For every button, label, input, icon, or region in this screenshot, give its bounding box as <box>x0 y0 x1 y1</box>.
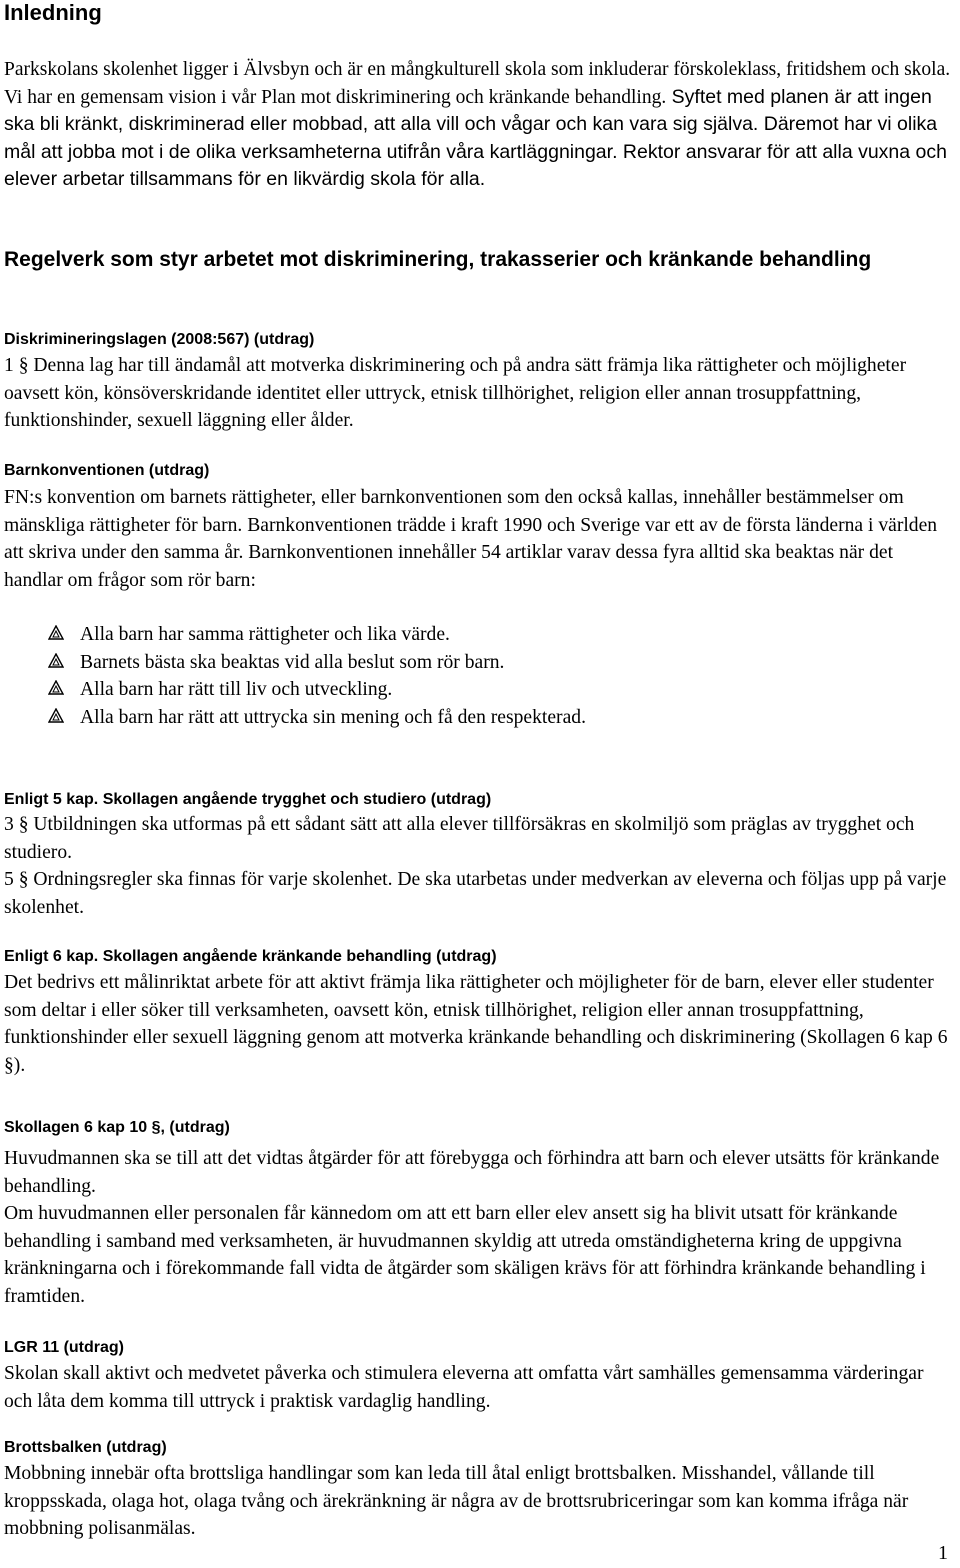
regelverk-heading: Regelverk som styr arbetet mot diskriminering, trakasserier och kränkande behandling <box>4 248 872 271</box>
kap6-heading: Enligt 6 kap. Skollagen angående kränkande behandling (utdrag) <box>4 948 497 965</box>
list-item-text: Alla barn har rätt till liv och utveckling. <box>80 679 393 701</box>
lgr11-text: Skolan skall aktivt och medvetet påverka och stimulera eleverna att omfatta vårt samhälles gemensamma värderingar och låta dem komma till uttryck i praktisk vardaglig handling. <box>4 1363 924 1412</box>
kap6-10-text-1: Huvudmannen ska se till att det vidtas åtgärder för att förebygga och förhindra att barn och elever utsätts för kränkande behandling. <box>4 1148 940 1197</box>
diskrimineringslagen-text: 1 § Denna lag har till ändamål att motverka diskriminering och på andra sätt främja lika rättigheter och möjligheter oavsett kön, könsöverskridande identitet eller uttryck, etnisk tillhörighet, religion eller annan trosuppfattning, funktionshinder, sexuell läggning eller ålder. <box>4 355 907 431</box>
kap6-10-text-2: Om huvudmannen eller personalen får kännedom om att ett barn eller elev ansett sig ha blivit utsatt för kränkande behandling i samband med verksamheten, är huvudmannen skyldig att utreda omständigheterna kring de uppgivna kränkningarna och i förekommande fall vidta de åtgärder som skäligen krävs för att förhindra kränkande behandling i framtiden. <box>4 1203 926 1307</box>
barnkonventionen-text: FN:s konvention om barnets rättigheter, eller barnkonventionen som den också kallas, innehåller bestämmelser om mänskliga rättigheter för barn. Barnkonventionen trädde i kraft 1990 och Sverige var ett av de första länderna i världen att skriva under den samma år. Barnkonventionen innehåller 54 artiklar varav dessa fyra alltid ska beaktas när det handlar om frågor som rör barn: <box>4 487 938 591</box>
intro-sans-text: Syftet med planen är att ingen ska bli kränkt, diskriminerad eller mobbad, att alla vill och vågar och kan vara sig själva. Däremot har vi olika mål att jobba mot i de olika verksamheterna utifrån våra kartläggningar. Rektor ansvarar för att alla vuxna och elever arbetar tillsammans för en likvärdig skola för alla. <box>4 85 947 190</box>
barnkonventionen-list <box>48 621 928 731</box>
brottsbalken-text: Mobbning innebär ofta brottsliga handlingar som kan leda till åtal enligt brottsbalken. Misshandel, vållande till kroppsskada, olaga hot, olaga tvång och ärekränkning är några av de brottsrubriceringar som kan komma ifråga när mobbning polisanmälas. <box>4 1463 909 1539</box>
page-title: Inledning <box>4 0 102 25</box>
kap6-text: Det bedrivs ett målinriktat arbete för att aktivt främja lika rättigheter och möjligheter för de barn, elever eller studenter som deltar i eller söker till verksamheten, oavsett kön, etnisk tillhörighet, religion eller annan trosuppfattning, funktionshinder eller sexuell läggning genom att motverka kränkande behandling och diskriminering (Skollagen 6 kap 6 §). <box>4 972 948 1076</box>
list-item <box>48 676 928 704</box>
intro-serif-text: Parkskolans skolenhet ligger i Älvsbyn och är en mångkulturell skola som inkluderar förskoleklass, fritidshem och skola. Vi har en gemensam vision i vår Plan mot diskriminering och kränkande behandling. <box>4 59 951 108</box>
list-item <box>48 704 928 732</box>
triangle-outline-icon <box>48 653 64 669</box>
triangle-outline-icon <box>48 680 64 696</box>
kap5-text-1: 3 § Utbildningen ska utformas på ett sådant sätt att alla elever tillförsäkras en skolmiljö som präglas av trygghet och studiero. <box>4 814 915 863</box>
lgr11-heading: LGR 11 (utdrag) <box>4 1339 125 1356</box>
triangle-outline-icon <box>48 708 64 724</box>
triangle-outline-icon <box>48 625 64 641</box>
list-item <box>48 621 928 649</box>
diskrimineringslagen-heading: Diskrimineringslagen (2008:567) (utdrag) <box>4 331 315 348</box>
brottsbalken-heading: Brottsbalken (utdrag) <box>4 1439 167 1456</box>
kap6-10-heading: Skollagen 6 kap 10 §, (utdrag) <box>4 1119 230 1136</box>
list-item-text: Barnets bästa ska beaktas vid alla beslut som rör barn. <box>80 651 505 673</box>
barnkonventionen-heading: Barnkonventionen (utdrag) <box>4 462 210 479</box>
list-item <box>48 649 928 677</box>
kap5-heading: Enligt 5 kap. Skollagen angående trygghet och studiero (utdrag) <box>4 791 492 808</box>
list-item-text: Alla barn har samma rättigheter och lika värde. <box>80 624 450 645</box>
list-item-text: Alla barn har rätt att uttrycka sin mening och få den respekterad. <box>80 706 586 728</box>
page-number: 1 <box>938 1542 948 1564</box>
kap5-text-2: 5 § Ordningsregler ska finnas för varje skolenhet. De ska utarbetas under medverkan av eleverna och följas upp på varje skolenhet. <box>4 869 947 918</box>
intro-paragraph <box>4 56 956 194</box>
